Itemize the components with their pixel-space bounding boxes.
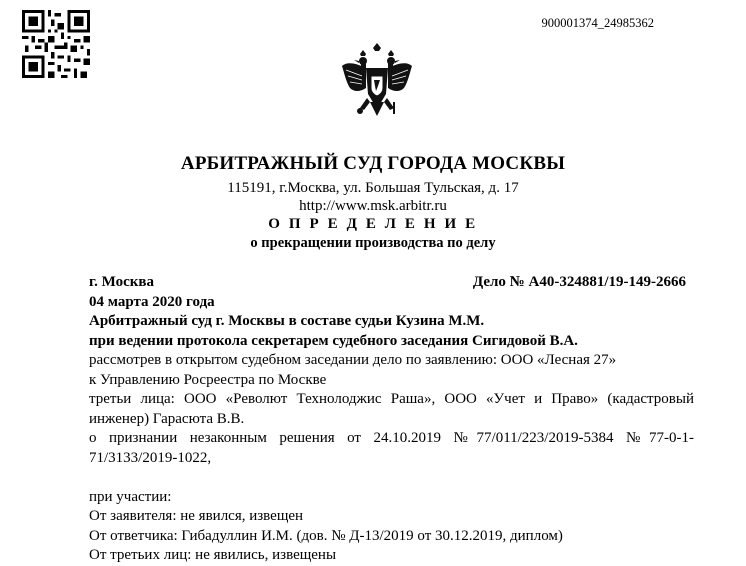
paragraph: о признании незаконным решения от 24.10.2019 №77/011/223/2019-5384 №77-0-1-71/3133/2019-1022, xyxy=(89,430,694,466)
paragraph: От третьих лиц: не явились, извещены xyxy=(89,547,337,563)
court-address: 115191, г.Москва, ул. Большая Тульская, д. 17 xyxy=(227,180,519,196)
document-subject: о прекращении производства по делу xyxy=(250,235,496,251)
paragraph: третьи лица: ООО «Револют Технолоджис Раша», ООО «Учет и Право» (кадастровый инженер) Гарасюта В.В. xyxy=(89,391,694,427)
paragraph: рассмотрев в открытом судебном заседании дело по заявлению: ООО «Лесная 27» xyxy=(89,352,617,368)
spacer xyxy=(89,468,694,488)
header-row xyxy=(89,273,694,293)
document-type: О П Р Е Д Е Л Е Н И Е xyxy=(268,216,478,232)
document-id: 900001374_24985362 xyxy=(541,16,654,30)
paragraph: к Управлению Росреестра по Москве xyxy=(89,371,327,388)
qr-code xyxy=(22,10,90,78)
paragraph: при участии: xyxy=(89,488,172,505)
paragraph: От ответчика: Гибадуллин И.М. (дов. № Д-13/2019 от 30.12.2019, диплом) xyxy=(89,527,563,544)
judge-line: Арбитражный суд г. Москвы в составе судьи Кузина М.М. xyxy=(89,313,485,329)
secretary-line: при ведении протокола секретарем судебного заседания Сигидовой В.А. xyxy=(89,332,578,349)
city: г. Москва xyxy=(89,274,154,290)
paragraph: От заявителя: не явился, извещен xyxy=(89,508,304,524)
court-name: АРБИТРАЖНЫЙ СУД ГОРОДА МОСКВЫ xyxy=(180,153,566,174)
coat-of-arms-icon xyxy=(340,42,414,122)
decision-date: 04 марта 2020 года xyxy=(89,293,215,310)
case-number: Дело № А40-324881/19-149-2666 xyxy=(472,274,686,290)
document-body xyxy=(89,273,694,566)
court-website[interactable]: http://www.msk.arbitr.ru xyxy=(299,198,447,214)
